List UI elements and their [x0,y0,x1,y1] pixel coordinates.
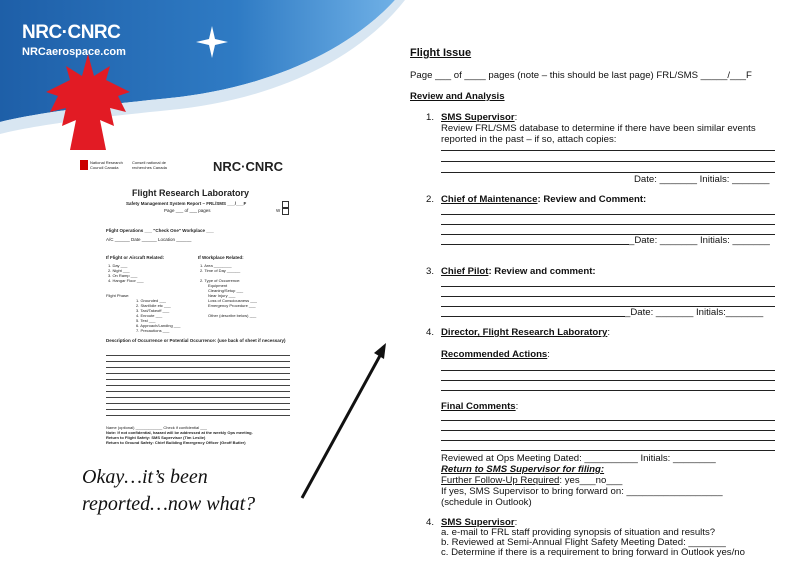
follow-up-label: Further Follow-Up Required [441,475,560,486]
recommended-actions-heading: Recommended Actions [441,349,548,360]
section-date: _Date: _______ Initials: _______ [629,235,770,246]
doc-review-analysis: Review and Analysis [410,91,505,102]
form-title: Flight Research Laboratory [132,188,250,198]
form-description: Description of Occurrence or Potential Occurrence: (use back of sheet if necessary) [106,338,286,343]
section-heading: SMS Supervisor [441,517,515,528]
section-item: c. Determine if there is a requirement to bring forward in Outlook yes/no [441,547,745,558]
reviewed-ops-line: Reviewed at Ops Meeting Dated: __________ Initials: ________ [441,453,716,464]
section-number: 3. [426,266,435,277]
section-number: 4. [426,327,435,338]
form-w-label: W [276,208,281,213]
form-phase-item: 2. Start/Idle etc ___ [136,303,171,308]
section-date: Date: _______ Initials: _______ [634,174,770,185]
form-workplace-item: 1. Area ________ [200,263,232,268]
section-heading: Chief Pilot [441,266,489,277]
form-occurrence-item: Emergency Procedure ___ [208,303,256,308]
section-date: _Date: _______ Initials:_______ [625,307,764,318]
form-phase-item: 4. Enroute ___ [136,313,163,318]
nrc-logo: NRC·CNRC [22,22,121,43]
flight-issue-document: Flight Issue Page ___ of ____ pages (note – this should be last page) FRL/SMS _____/___F Review and Analysis 1. SMS Supervisor: Review FRL/SMS database to determine if there have been similar events reported in the past – if so, attach copies: Date: _______ Initials: _______ 2. Chief of Maintenance: Review and Comment: _Date: _______ Initials: _______ 3. Chief Pilot: Review and comment: _Date: _______ Initials:_______ 4. Director, Flight Research Laboratory: Recommended Actions: Final Comments: Reviewed at Ops Meeting Dated: __________ Initials: ________ Return to SMS Supervisor for filing: Further Follow-Up Required: yes___no___ If yes, SMS Supervisor to bring forward on: __________________ (schedule in Outlook) 4. SMS Supervisor: a. e-mail to FRL staff providing synopsis of situation and results? b. Reviewed at Semi-Annual Flight Safety Meeting Dated: _______ c. Determine if there is a requirement to bring forward in Outlook yes/no [400,44,800,574]
form-note: Note: If not confidential, hazard will be addressed at the weekly Ops meeting. [106,430,253,435]
if-yes-line: If yes, SMS Supervisor to bring forward on: __________________ [441,486,723,497]
form-note: Return to Ground Safety: Chief Building Emergency Officer (Geoff Butler) [106,440,246,445]
section-number: 1. [426,112,435,123]
schedule-line: (schedule in Outlook) [441,497,532,508]
form-name-line: Name (optional) ____________ Check if confidential ___ [106,425,207,430]
form-occurrence-item: Equipment [208,283,228,288]
form-phase-item: 6. Approach/Landing ___ [136,323,181,328]
form-flight-phase-label: Flight Phase: [106,293,130,298]
form-occurrence-item: Loss of Consciousness ___ [208,298,257,303]
form-phase-item: 5. Test ___ [136,318,156,323]
section-heading: Chief of Maintenance [441,194,538,205]
form-flight-item: 2. Night ___ [108,268,130,273]
section-heading: Director, Flight Research Laboratory [441,327,608,338]
form-workplace-item: 2. Time of Day ______ [200,268,241,273]
section-item: a. e-mail to FRL staff providing synopsis of situation and results? [441,527,716,538]
form-occurrence-item: Cleaning/Setup ___ [208,288,244,293]
section-text: Review FRL/SMS database to determine if there have been similar events [441,123,756,134]
form-occurrence-item: Near Injury ___ [208,293,236,298]
doc-title: Flight Issue [410,47,472,59]
form-note: Return to Flight Safety: SMS Supervisor (Tim Leslie) [106,435,206,440]
form-logo: NRC·CNRC [213,159,284,174]
return-sms-line: Return to SMS Supervisor for filing: [441,464,605,475]
form-phase-item: 3. Taxi/Takeoff ___ [136,308,170,313]
form-flight-item: 1. Day ___ [108,263,128,268]
form-flight-item: 4. Hangar Floor ___ [108,278,144,283]
section-text: reported in the past – if so, attach copies: [441,134,617,145]
form-fields: Flight Operations ___ "Check One" Workplace ___ [106,228,214,233]
form-phase-item: 7. Precautions ___ [136,328,170,333]
form-agency-en: National Research Council Canada [90,160,123,170]
form-workplace-head: If Workplace Related: [198,255,244,260]
final-comments-heading: Final Comments [441,401,516,412]
form-flight-item: 3. On Ramp ___ [108,273,138,278]
form-occurrence-label: 2. Type of Occurrence: [200,278,241,283]
section-number: 2. [426,194,435,205]
section-item: b. Reviewed at Semi-Annual Flight Safety Meeting Dated: _______ [441,537,726,548]
caption-line: reported…now what? [82,493,256,515]
nrc-website: NRCaerospace.com [22,46,126,58]
form-pages: Page ___ of ___ pages [164,208,211,213]
section-heading: SMS Supervisor [441,112,515,123]
form-subtitle: Safety Management System Report – FRL/SMS ___/___F [126,201,247,206]
caption-line: Okay…it’s been [82,466,208,488]
doc-page-line: Page ___ of ____ pages (note – this should be last page) FRL/SMS _____/___F [410,70,752,81]
form-row2: A/C ______ Date ______ Location ______ [106,237,192,242]
section-number: 4. [426,517,435,528]
form-agency-fr: Conseil national de recherches Canada [132,160,167,170]
form-flight-head: If Flight or Aircraft Related: [106,255,165,260]
form-occurrence-item: Other (describe below) ___ [208,313,257,318]
form-phase-item: 1. Grounded ___ [136,298,167,303]
